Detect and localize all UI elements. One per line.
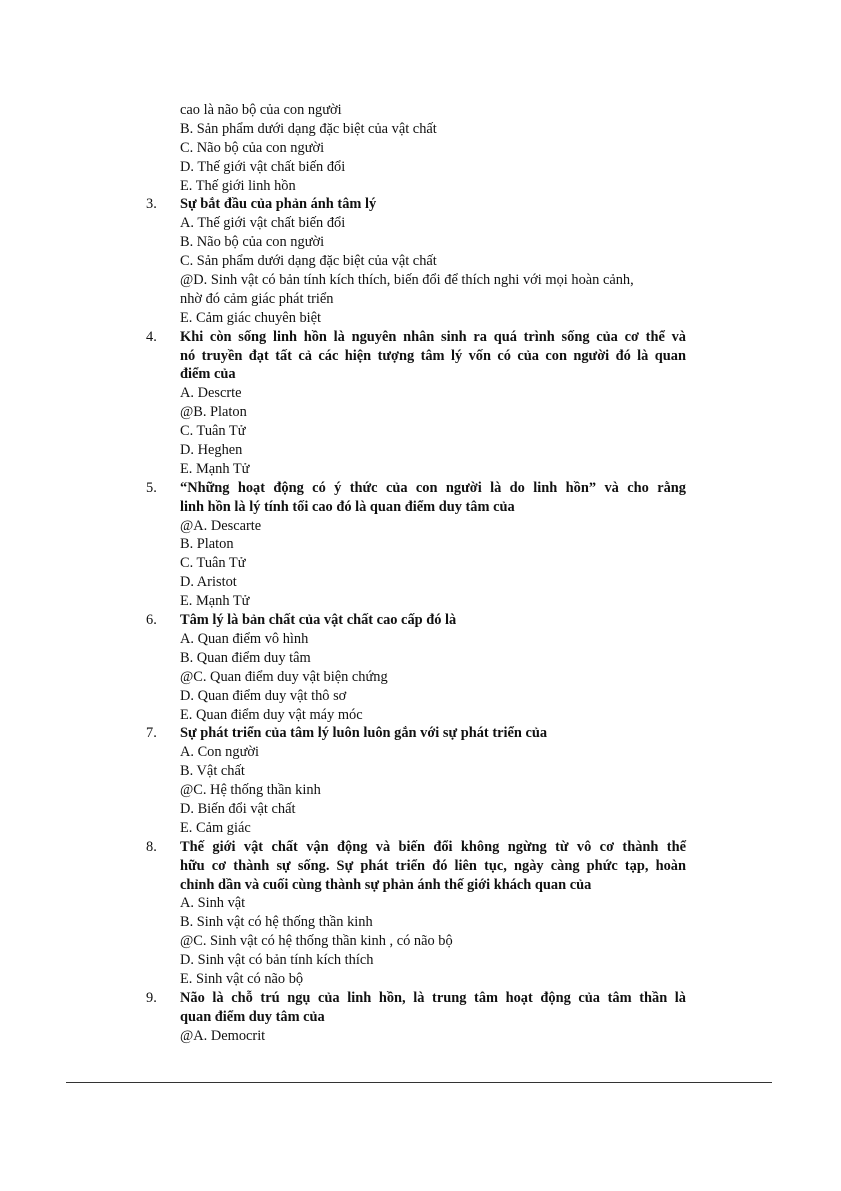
answer-option bbox=[0, 554, 841, 573]
question-text-text: hữu cơ thành sự sống. Sự phát triển đó liên tục, ngày càng phức tạp, hoàn bbox=[180, 857, 686, 874]
answer-option-text: @C. Hệ thống thần kinh bbox=[180, 782, 321, 799]
question-text bbox=[0, 328, 686, 347]
answer-option-text: A. Descrte bbox=[180, 385, 242, 402]
question-text-text: linh hồn là lý tính tối cao đó là quan điểm duy tâm của bbox=[180, 498, 515, 515]
answer-option-text: A. Sinh vật bbox=[180, 895, 246, 912]
answer-option-text: D. Quan điểm duy vật thô sơ bbox=[180, 687, 347, 704]
question-text bbox=[0, 498, 686, 517]
continuation-line-text: cao là não bộ của con người bbox=[180, 102, 342, 118]
question-text-text: quan điểm duy tâm của bbox=[180, 1008, 325, 1025]
answer-option-text: B. Vật chất bbox=[180, 763, 245, 780]
answer-option-text: D. Aristot bbox=[180, 574, 237, 591]
answer-option bbox=[0, 894, 841, 913]
question-text-text: “Những hoạt động có ý thức của con người là do linh hồn” và cho rằng bbox=[180, 479, 686, 496]
answer-option-text: C. Tuân Tử bbox=[180, 423, 246, 440]
answer-option bbox=[0, 214, 841, 233]
answer-option-text: D. Sinh vật có bản tính kích thích bbox=[180, 952, 374, 969]
answer-option-text: A. Quan điểm vô hình bbox=[180, 630, 309, 647]
answer-option bbox=[0, 630, 841, 649]
continuation-line bbox=[0, 101, 841, 120]
answer-option-text: C. Não bộ của con người bbox=[180, 139, 325, 156]
answer-option-text: E. Mạnh Tử bbox=[180, 593, 250, 610]
answer-option bbox=[0, 800, 841, 819]
answer-option bbox=[0, 781, 841, 800]
answer-option bbox=[0, 743, 841, 762]
answer-option-text: E. Cảm giác chuyên biệt bbox=[180, 309, 322, 326]
question-text bbox=[0, 365, 686, 384]
answer-option-text: E. Cảm giác bbox=[180, 819, 251, 836]
question-text bbox=[0, 857, 686, 876]
question-number: 5. bbox=[146, 479, 157, 496]
answer-option-text: E. Mạnh Tử bbox=[180, 460, 250, 477]
answer-option-text: A. Thế giới vật chất biến đổi bbox=[180, 215, 346, 232]
question-text-text: Thế giới vật chất vận động và biến đổi không ngừng từ vô cơ thành thể bbox=[180, 838, 686, 855]
question-number: 3. bbox=[146, 196, 157, 213]
question-text bbox=[0, 347, 686, 366]
question-number: 7. bbox=[146, 725, 157, 742]
answer-option bbox=[0, 177, 841, 196]
question-number: 9. bbox=[146, 989, 157, 1006]
question-number: 6. bbox=[146, 612, 157, 629]
answer-option bbox=[0, 762, 841, 781]
answer-option bbox=[0, 290, 841, 309]
answer-option-text: A. Con người bbox=[180, 744, 259, 761]
answer-option bbox=[0, 592, 841, 611]
question-text-text: Khi còn sống linh hồn là nguyên nhân sinh ra quá trình sống của cơ thể và bbox=[180, 328, 686, 345]
answer-option-text: @A. Descarte bbox=[180, 517, 262, 534]
answer-option-text: nhờ đó cảm giác phát triển bbox=[180, 290, 334, 307]
answer-option bbox=[0, 441, 841, 460]
answer-option bbox=[0, 120, 841, 139]
question-number: 8. bbox=[146, 838, 157, 855]
answer-option bbox=[0, 139, 841, 158]
question-text-text: chỉnh dần và cuối cùng thành sự phản ánh thế giới khách quan của bbox=[180, 876, 592, 893]
answer-option-text: B. Platon bbox=[180, 536, 234, 553]
answer-option bbox=[0, 951, 841, 970]
answer-option bbox=[0, 668, 841, 687]
answer-option-text: C. Sản phẩm dưới dạng đặc biệt của vật chất bbox=[180, 253, 437, 270]
answer-option bbox=[0, 649, 841, 668]
answer-option bbox=[0, 970, 841, 989]
answer-option-text: D. Thế giới vật chất biến đổi bbox=[180, 158, 346, 175]
answer-option bbox=[0, 706, 841, 725]
question-text-text: điểm của bbox=[180, 366, 236, 383]
answer-option-text: B. Sinh vật có hệ thống thần kinh bbox=[180, 914, 373, 931]
answer-option-text: E. Quan điểm duy vật máy móc bbox=[180, 706, 363, 723]
exam-page-content bbox=[0, 101, 841, 1046]
answer-option-text: @A. Democrit bbox=[180, 1027, 266, 1044]
question-text bbox=[0, 989, 686, 1008]
answer-option bbox=[0, 422, 841, 441]
answer-option-text: E. Sinh vật có não bộ bbox=[180, 970, 304, 987]
answer-option-text: @C. Sinh vật có hệ thống thần kinh , có não bộ bbox=[180, 933, 453, 950]
answer-option-text: B. Quan điểm duy tâm bbox=[180, 649, 311, 666]
answer-option-text: B. Sản phẩm dưới dạng đặc biệt của vật chất bbox=[180, 120, 437, 137]
answer-option bbox=[0, 252, 841, 271]
answer-option bbox=[0, 233, 841, 252]
question-text bbox=[0, 479, 686, 498]
footer-rule bbox=[66, 1082, 772, 1083]
question-text-text: Tâm lý là bản chất của vật chất cao cấp đó là bbox=[180, 612, 457, 629]
question-number: 4. bbox=[146, 328, 157, 345]
question-text-text: Não là chỗ trú ngụ của linh hồn, là trung tâm hoạt động của tâm thần là bbox=[180, 989, 686, 1006]
answer-option bbox=[0, 403, 841, 422]
answer-option-text: D. Heghen bbox=[180, 442, 243, 459]
answer-option-text: C. Tuân Tử bbox=[180, 555, 246, 572]
answer-option-text: @D. Sinh vật có bản tính kích thích, biến đổi để thích nghi với mọi hoàn cảnh, bbox=[180, 272, 634, 289]
question-text bbox=[0, 1008, 686, 1027]
answer-option-text: @C. Quan điểm duy vật biện chứng bbox=[180, 668, 388, 685]
answer-option bbox=[0, 819, 841, 838]
question-text bbox=[0, 611, 686, 630]
answer-option bbox=[0, 271, 841, 290]
answer-option bbox=[0, 384, 841, 403]
question-text-text: Sự bắt đầu của phản ánh tâm lý bbox=[180, 196, 377, 213]
question-text bbox=[0, 195, 686, 214]
answer-option bbox=[0, 932, 841, 951]
answer-option bbox=[0, 309, 841, 328]
answer-option-text: B. Não bộ của con người bbox=[180, 234, 325, 251]
question-text-text: nó truyền đạt tất cả các hiện tượng tâm lý vốn có của con người đó là quan bbox=[180, 347, 686, 364]
answer-option bbox=[0, 535, 841, 554]
answer-option-text: E. Thế giới linh hồn bbox=[180, 177, 296, 194]
answer-option bbox=[0, 573, 841, 592]
answer-option bbox=[0, 460, 841, 479]
answer-option-text: D. Biến đổi vật chất bbox=[180, 800, 296, 817]
question-text bbox=[0, 724, 686, 743]
answer-option bbox=[0, 158, 841, 177]
answer-option bbox=[0, 687, 841, 706]
question-text-text: Sự phát triển của tâm lý luôn luôn gắn với sự phát triển của bbox=[180, 725, 548, 742]
answer-option-text: @B. Platon bbox=[180, 404, 247, 421]
question-text bbox=[0, 876, 686, 895]
answer-option bbox=[0, 517, 841, 536]
answer-option bbox=[0, 1027, 841, 1046]
answer-option bbox=[0, 913, 841, 932]
question-text bbox=[0, 838, 686, 857]
